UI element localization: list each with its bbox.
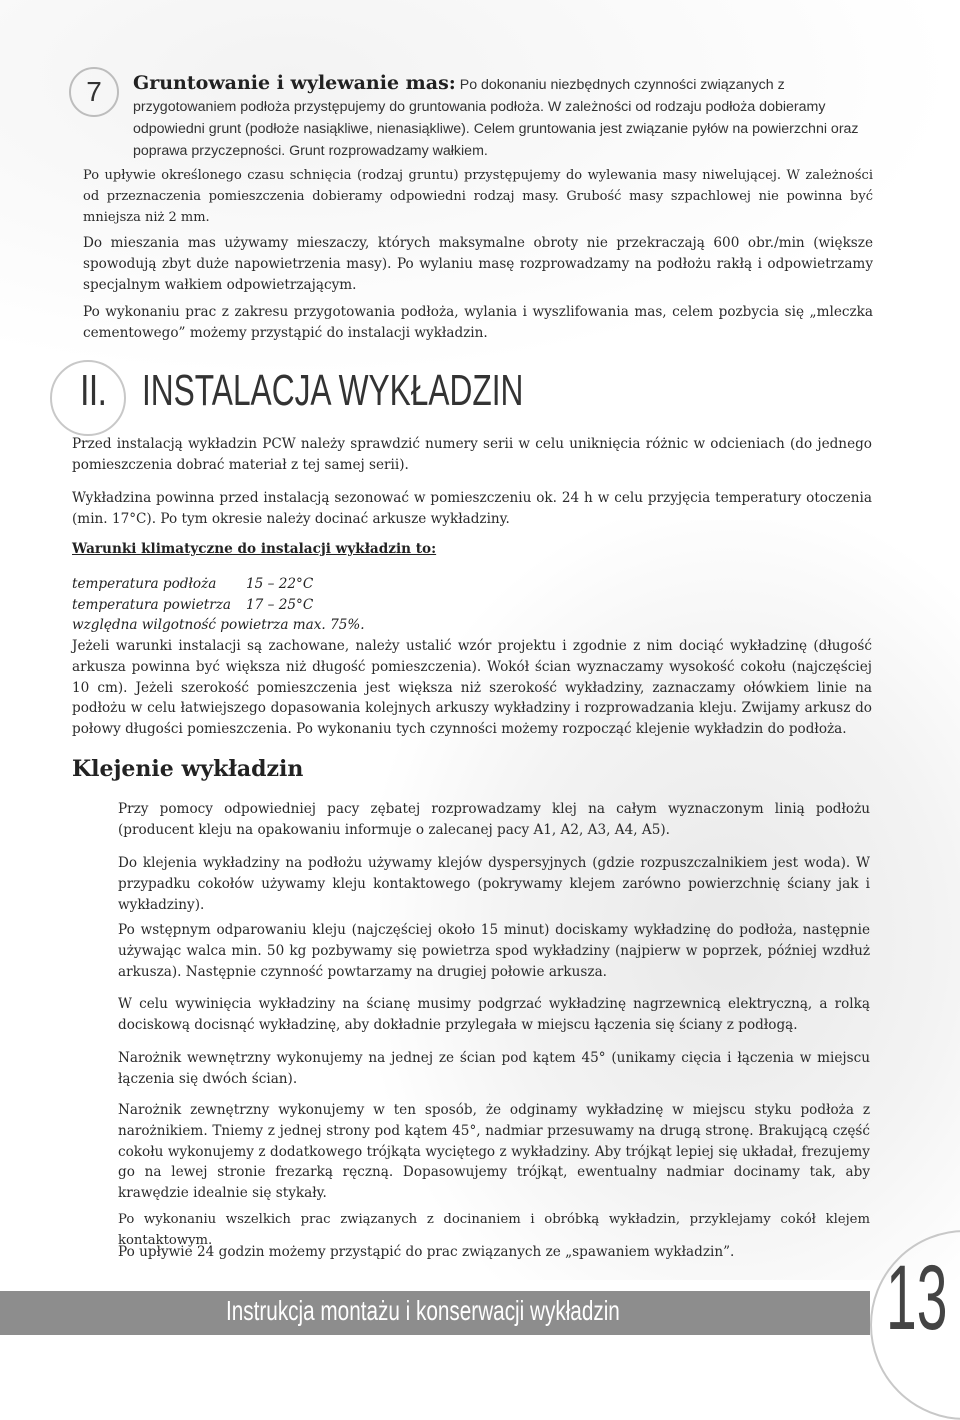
paragraph-mixing: Do mieszania mas używamy mieszaczy, których maksymalne obroty nie przekraczają 600 obr./min (większe spowodują zbyt duże napowietrzenia masy). Po wylaniu masę rozprowadzamy na podłożu rakłą i odpowietrzamy specjalnym wałkiem odpowietrzającym. xyxy=(83,235,873,293)
section-roman-numeral: II. xyxy=(80,366,107,415)
step-lead: Gruntowanie i wylewanie mas: xyxy=(133,72,456,94)
gluing-paragraph: W celu wywinięcia wykładziny na ścianę musimy podgrzać wykładzinę nagrzewnicą elektryczną, a rolką dociskową docisnąć wykładzinę, aby dokładnie przylegała w miejscu łączenia się ściany z podłogą. xyxy=(118,996,870,1033)
gluing-paragraph: Po wykonaniu wszelkich prac związanych z docinaniem i obróbką wykładzin, przyklejamy cokół klejem kontaktowym. xyxy=(118,1212,870,1248)
gluing-paragraph: Przy pomocy odpowiedniej pacy zębatej rozprowadzamy klej na całym wyznaczonym linią podłożu (producent kleju na opakowaniu informuje o zalecanej pacy A1, A2, A3, A4, A5). xyxy=(118,801,870,838)
conditions-list xyxy=(72,574,365,636)
conditions-title: Warunki klimatyczne do instalacji wykładzin to: xyxy=(72,541,437,557)
condition-value: 17 – 25°C xyxy=(246,596,314,613)
step-number-badge: 7 xyxy=(69,67,119,117)
page-number: 13 xyxy=(886,1247,948,1349)
paragraph-after-prep: Po wykonaniu prac z zakresu przygotowania podłoża, wylania i wyszlifowania mas, celem pozbycia się „mleczka cementowego” możemy przystąpić do instalacji wykładzin. xyxy=(83,304,873,341)
condition-row xyxy=(72,595,365,616)
gluing-heading: Klejenie wykładzin xyxy=(72,756,304,782)
paragraph-seasoning: Wykładzina powinna przed instalacją sezonować w pomieszczeniu ok. 24 h w celu przyjęcia temperatury otoczenia (min. 17°C). Po tym okresie należy docinać arkusze wykładziny. xyxy=(72,490,872,527)
condition-value: 15 – 22°C xyxy=(246,576,314,592)
condition-label: temperatura powietrza xyxy=(72,596,232,613)
paragraph-pattern-layout: Jeżeli warunki instalacji są zachowane, należy ustalić wzór projektu i zgodnie z nim dociąć wykładzinę (długość arkusza powinna być większa niż długość pomieszczenia). Wokół ścian wyznaczamy wysokość cokołu (najczęściej 10 cm). Jeżeli szerokość pomieszczenia jest większa niż szerokość wykładziny, zaznaczamy ołówkiem linie na podłożu w celu łatwiejszego dopasowania kolejnych arkuszy wykładziny i rozprowadzania kleju. Zwijamy arkusz do połowy długości pomieszczenia. Po wykonaniu tych czynności możemy rozpocząć klejenie wykładzin do podłoża. xyxy=(72,638,872,738)
step-intro xyxy=(133,72,873,162)
gluing-paragraph: Narożnik wewnętrzny wykonujemy na jednej ze ścian pod kątem 45° (unikamy cięcia i łączenia w miejscu łączenia się dwóch ścian). xyxy=(118,1050,870,1087)
gluing-paragraph: Do klejenia wykładziny na podłożu używamy klejów dyspersyjnych (gdzie rozpuszczalnikiem jest woda). W przypadku cokołów używamy kleju kontaktowego (pokrywamy klejem zarówno powierzchnię ściany jak i wykładziny). xyxy=(118,855,870,913)
condition-label: temperatura podłoża xyxy=(72,576,217,592)
paragraph-leveling: Po upływie określonego czasu schnięcia (rodzaj gruntu) przystępujemy do wylewania masy niwelującej. W zależności od przeznaczenia pomieszczenia dobieramy odpowiedni rodzaj masy. Grubość masy szpachlowej nie powinna być mniejsza niż 2 mm. xyxy=(83,168,873,225)
paragraph-series-check: Przed instalacją wykładzin PCW należy sprawdzić numery serii w celu uniknięcia różnic w odcieniach (do jednego pomieszczenia dobrać materiał z tej samej serii). xyxy=(72,436,872,473)
footer-title: Instrukcja montażu i konserwacji wykładzin xyxy=(226,1295,620,1326)
condition-humidity: względna wilgotność powietrza max. 75%. xyxy=(72,617,365,633)
gluing-paragraph: Po wstępnym odparowaniu kleju (najczęściej około 15 minut) dociskamy wykładzinę do podłoża, następnie używając walca min. 50 kg pozbywamy się powietrza spod wykładziny (najpierw w poprzek, później wzdłuż arkusza). Następnie czynność powtarzamy na drugiej połowie arkusza. xyxy=(118,922,870,980)
gluing-paragraph: Narożnik zewnętrzny wykonujemy w ten sposób, że odginamy wykładzinę w miejscu styku podłoża z narożnikiem. Tniemy z jednej strony pod kątem 45°, nadmiar przesuwamy na drugą stronę. Brakującą część cokołu wykonujemy z dodatkowego trójkąta wyciętego z wykładziny. Aby trójkąt lepiej się układał, frezujemy go na lewej stronie frezarką ręczną. Dopasowujemy trójkąt, ewentualny nadmiar docinamy tak, aby krawędzie idealnie się stykały. xyxy=(118,1102,870,1202)
section-title: INSTALACJA WYKŁADZIN xyxy=(142,366,524,415)
condition-row xyxy=(72,574,365,595)
gluing-paragraph: Po upływie 24 godzin możemy przystąpić do prac związanych ze „spawaniem wykładzin”. xyxy=(118,1244,735,1260)
step-text: Po dokonaniu niezbędnych czynności związanych z przygotowaniem podłoża przystępujemy do gruntowania podłoża. W zależności od rodzaju podłoża dobieramy odpowiedni grunt (podłoże nasiąkliwe, nienasiąkliwe). Celem gruntowania jest związanie pyłów na powierzchni oraz poprawa przyczepności. Grunt rozprowadzamy wałkiem. xyxy=(133,77,859,159)
